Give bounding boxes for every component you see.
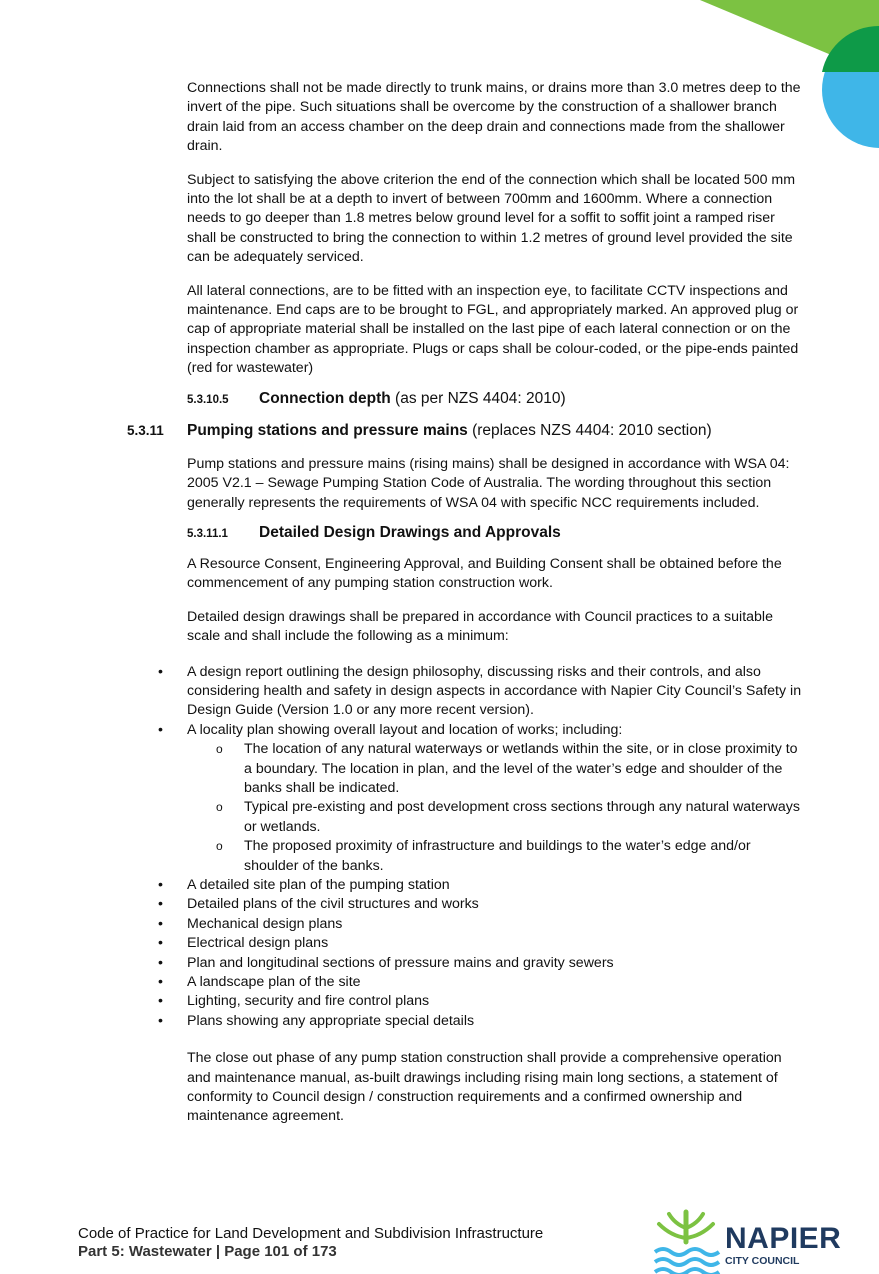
sub-bullet: o bbox=[216, 800, 223, 815]
heading-title: Pumping stations and pressure mains bbox=[187, 421, 468, 439]
heading-5-3-11 bbox=[127, 421, 807, 441]
requirements-list bbox=[130, 663, 807, 1032]
list-item bbox=[130, 934, 807, 953]
list-item-text: A detailed site plan of the pumping station bbox=[187, 877, 450, 893]
heading-number: 5.3.11 bbox=[127, 422, 164, 438]
heading-title: Connection depth bbox=[259, 389, 391, 407]
list-item-text: The proposed proximity of infrastructure and buildings to the water’s edge and/or shoulder of the banks. bbox=[244, 838, 751, 874]
list-item-text: A locality plan showing overall layout and location of works; including: bbox=[187, 721, 623, 738]
sub-list-item bbox=[187, 798, 807, 837]
fern-icon bbox=[659, 1212, 713, 1242]
footer-document-title: Code of Practice for Land Development and Subdivision Infrastructure bbox=[78, 1225, 544, 1242]
list-item-text: Mechanical design plans bbox=[187, 915, 343, 932]
paragraph: The close out phase of any pump station construction shall provide a comprehensive operation and maintenance manual, as-built drawings including rising main long sections, a statement of conformity to Council design / construction requirements and a confirmed ownership and maintenance agreement. bbox=[187, 1050, 782, 1125]
paragraph: Detailed design drawings shall be prepared in accordance with Council practices to a suitable scale and shall include the following as a minimum: bbox=[187, 608, 773, 645]
heading-5-3-11-1 bbox=[187, 523, 807, 543]
bullet: • bbox=[158, 877, 163, 893]
bullet: • bbox=[158, 935, 163, 952]
sub-list bbox=[187, 740, 807, 876]
list-item bbox=[130, 1012, 807, 1031]
list-item-text: Typical pre-existing and post development cross sections through any natural waterways or wetlands. bbox=[244, 799, 800, 835]
list-item-text: The location of any natural waterways or wetlands within the site, or in close proximity to a boundary. The location in plan, and the level of the water’s edge and shoulder of the banks shall be indicated. bbox=[244, 741, 798, 796]
list-item-text: Detailed plans of the civil structures and works bbox=[187, 896, 479, 913]
footer-page-info: Part 5: Wastewater | Page 101 of 173 bbox=[78, 1243, 337, 1260]
list-item bbox=[130, 895, 807, 914]
list-item bbox=[130, 992, 807, 1011]
logo-subname: CITY COUNCIL bbox=[725, 1255, 800, 1267]
paragraph: A Resource Consent, Engineering Approval, and Building Consent shall be obtained before the commencement of any pumping station construction work. bbox=[187, 555, 782, 592]
heading-number: 5.3.10.5 bbox=[187, 393, 229, 406]
list-item bbox=[130, 721, 807, 876]
logo-wordmark bbox=[725, 1224, 841, 1268]
paragraph: Subject to satisfying the above criterion the end of the connection which shall be located 500 mm into the lot shall be at a depth to invert of between 700mm and 1600mm. Where a connection needs to go deeper than 1.8 metres below ground level for a soffit to soffit joint a ramped riser shall be constructed to bring the connection to within 1.2 metres of ground level provided the site can be adequately serviced. bbox=[187, 171, 796, 266]
page-footer bbox=[78, 1225, 543, 1261]
bullet: • bbox=[158, 721, 163, 738]
list-item-text: Electrical design plans bbox=[187, 935, 329, 952]
bullet: • bbox=[158, 915, 163, 932]
bullet: • bbox=[158, 974, 163, 991]
sub-list-item bbox=[187, 740, 807, 798]
list-item bbox=[130, 663, 807, 721]
paragraph: All lateral connections, are to be fitted with an inspection eye, to facilitate CCTV inspections and maintenance. End caps are to be brought to FGL, and appropriately marked. An approved plug or cap of appropriate material shall be installed on the last pipe of each lateral connection or on the inspection chamber as appropriate. Plugs or caps shall be colour-coded, or the pipe-ends painted (red for wastewater) bbox=[187, 282, 799, 377]
bullet: • bbox=[158, 954, 163, 971]
heading-note: (replaces NZS 4404: 2010 section) bbox=[467, 421, 712, 439]
list-item-text: Lighting, security and fire control plans bbox=[187, 993, 430, 1010]
paragraph: Pump stations and pressure mains (rising mains) shall be designed in accordance with WSA 04: 2005 V2.1 – Sewage Pumping Station Code of Australia. The wording throughout this section generally represents the requirements of WSA 04 with specific NCC requirements included. bbox=[187, 455, 790, 511]
logo-name: NAPIER bbox=[725, 1222, 842, 1255]
list-item-text: A landscape plan of the site bbox=[187, 974, 361, 991]
bullet: • bbox=[158, 1012, 163, 1029]
list-item bbox=[130, 915, 807, 934]
sub-bullet: o bbox=[216, 839, 223, 854]
list-item bbox=[130, 954, 807, 973]
heading-title: Detailed Design Drawings and Approvals bbox=[259, 523, 561, 541]
list-item bbox=[130, 876, 807, 895]
heading-number: 5.3.11.1 bbox=[187, 527, 228, 540]
list-item-text: Plan and longitudinal sections of pressure mains and gravity sewers bbox=[187, 954, 614, 971]
page-content bbox=[127, 79, 807, 1141]
sub-list-item bbox=[187, 837, 807, 876]
heading-5-3-10-5 bbox=[187, 389, 807, 409]
bullet: • bbox=[158, 663, 163, 680]
bullet: • bbox=[158, 896, 163, 913]
bullet: • bbox=[158, 993, 163, 1010]
list-item-text: A design report outlining the design philosophy, discussing risks and their controls, and also considering health and safety in design aspects in accordance with Napier City Council’s Safety in Design Guide (Version 1.0 or any more recent version). bbox=[187, 663, 802, 719]
list-item-text: Plans showing any appropriate special details bbox=[187, 1012, 475, 1029]
list-item bbox=[130, 973, 807, 992]
paragraph: Connections shall not be made directly to trunk mains, or drains more than 3.0 metres deep to the invert of the pipe. Such situations shall be overcome by the construction of a shallower branch drain laid from an access chamber on the deep drain and connections made from the shallower drain. bbox=[187, 80, 801, 155]
sub-bullet: o bbox=[216, 742, 223, 757]
heading-note: (as per NZS 4404: 2010) bbox=[390, 389, 566, 407]
waves-icon bbox=[655, 1249, 719, 1274]
